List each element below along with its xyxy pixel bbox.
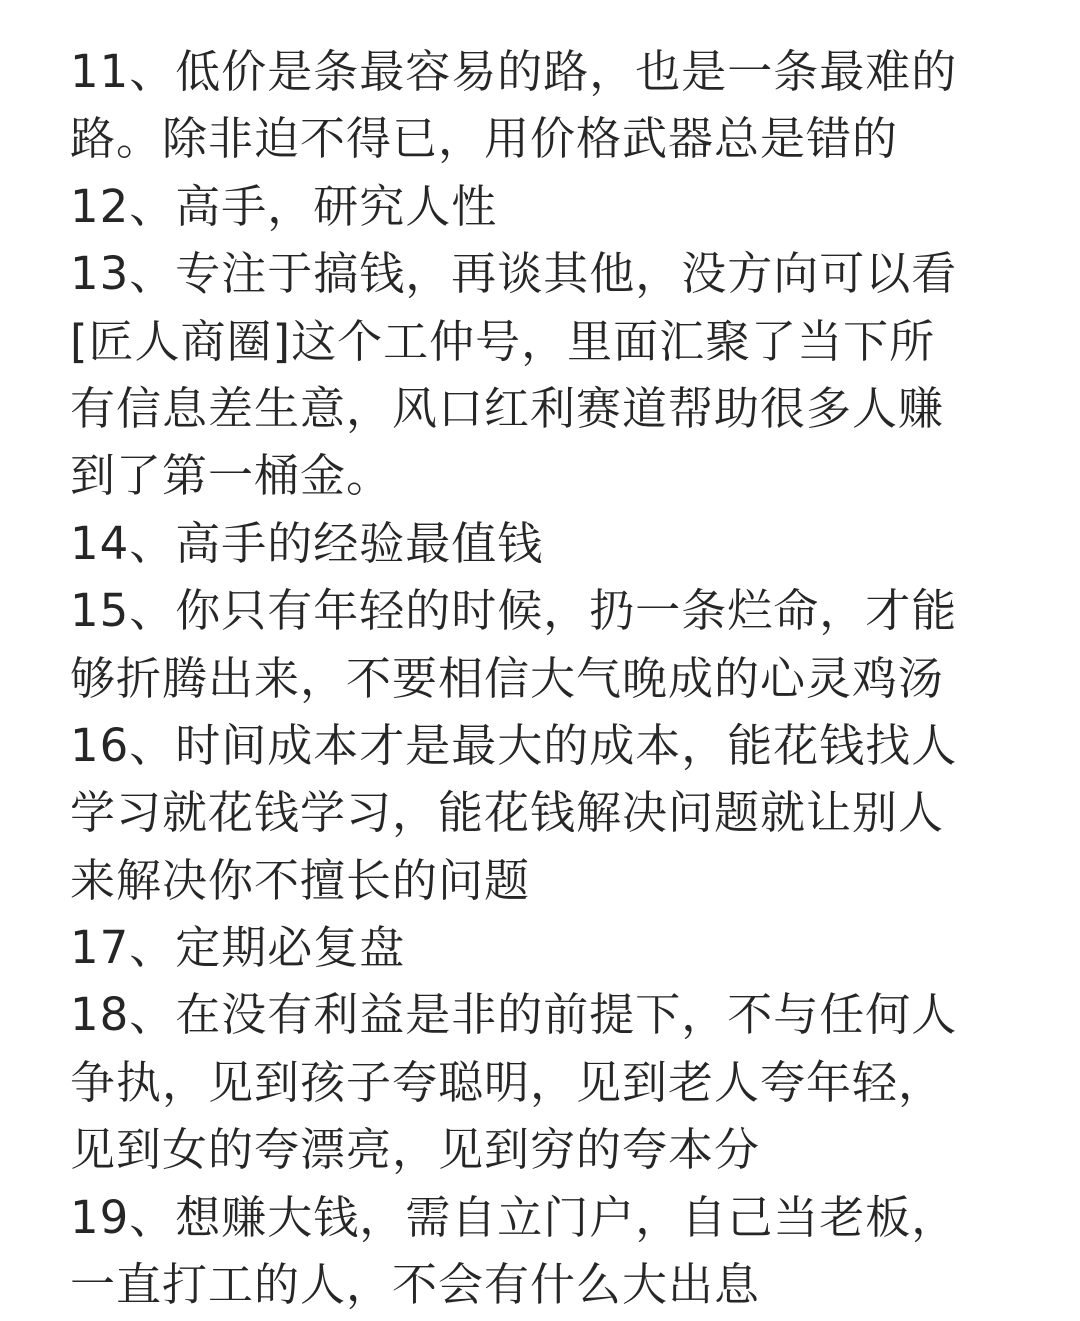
text-line: 12、高手，研究人性 bbox=[70, 179, 498, 233]
text-line: 15、你只有年轻的时候，扔一条烂命，才能 bbox=[70, 584, 958, 638]
text-line: [匠人商圈]这个工仲号，里面汇聚了当下所 bbox=[70, 314, 936, 368]
text-line: 16、时间成本才是最大的成本，能花钱找人 bbox=[70, 718, 958, 772]
text-line: 路。除非迫不得已，用价格武器总是错的 bbox=[70, 112, 899, 166]
text-line: 来解决你不擅长的问题 bbox=[70, 853, 531, 907]
text-line: 见到女的夸漂亮，见到穷的夸本分 bbox=[70, 1123, 761, 1177]
text-line: 19、想赚大钱，需自立门户，自己当老板， bbox=[70, 1190, 958, 1244]
text-line: 11、低价是条最容易的路，也是一条最难的 bbox=[70, 45, 958, 98]
text-line: 争执，见到孩子夸聪明，见到老人夸年轻， bbox=[70, 1055, 945, 1109]
text-line: 13、专注于搞钱，再谈其他，没方向可以看 bbox=[70, 247, 958, 301]
text-line: 够折腾出来，不要相信大气晚成的心灵鸡汤 bbox=[70, 651, 945, 705]
text-line: 18、在没有利益是非的前提下，不与任何人 bbox=[70, 988, 958, 1042]
text-line: 一直打工的人，不会有什么大出息 bbox=[70, 1258, 761, 1312]
text-line: 17、定期必复盘 bbox=[70, 921, 406, 975]
text-line: 有信息差生意，风口红利赛道帮助很多人赚 bbox=[70, 381, 945, 435]
note-text bbox=[70, 38, 1030, 1318]
text-line: 学习就花钱学习，能花钱解决问题就让别人 bbox=[70, 786, 945, 840]
text-line: 到了第一桶金。 bbox=[70, 449, 393, 503]
text-line: 14、高手的经验最值钱 bbox=[70, 516, 544, 570]
